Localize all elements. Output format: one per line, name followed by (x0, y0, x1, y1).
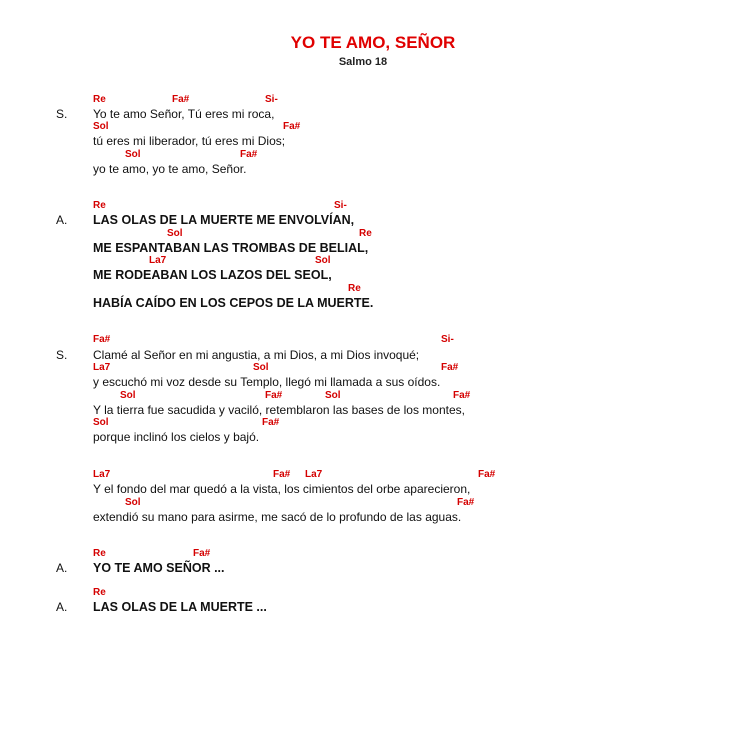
lyric-line: LAS OLAS DE LA MUERTE ... (93, 600, 267, 614)
chord: Fa# (478, 469, 496, 480)
chord: Re (93, 587, 106, 598)
chord: Fa# (193, 548, 211, 559)
chord: Fa# (457, 497, 475, 508)
chord: Sol (167, 228, 183, 239)
chord: Si- (334, 200, 347, 211)
song-subtitle: Salmo 18 (338, 56, 388, 68)
chord: Fa# (265, 390, 283, 401)
chord: Sol (325, 390, 341, 401)
lyric-line: Yo te amo Señor, Tú eres mi roca, (93, 107, 275, 121)
lyric-line: HABÍA CAÍDO EN LOS CEPOS DE LA MUERTE. (93, 296, 374, 310)
chord: Fa# (453, 390, 471, 401)
lyric-line: extendió su mano para asirme, me sacó de lo profundo de las aguas. (93, 510, 462, 524)
chord: Re (93, 200, 106, 211)
chord: Sol (125, 497, 141, 508)
chord: Fa# (262, 417, 280, 428)
chord: Si- (441, 334, 454, 345)
stanza-marker: A. (56, 213, 68, 227)
lyric-line: ME ESPANTABAN LAS TROMBAS DE BELIAL, (93, 241, 369, 255)
stanza-marker: S. (56, 107, 68, 121)
chord: Sol (253, 362, 269, 373)
chord: La7 (149, 255, 167, 266)
chord: Re (93, 548, 106, 559)
chord: Re (93, 94, 106, 105)
lyric-line: tú eres mi liberador, tú eres mi Dios; (93, 134, 286, 148)
lyric-line: ME RODEABAN LOS LAZOS DEL SEOL, (93, 268, 332, 282)
chord: Fa# (441, 362, 459, 373)
chord: Sol (93, 417, 109, 428)
chord: Fa# (283, 121, 301, 132)
lyric-line: LAS OLAS DE LA MUERTE ME ENVOLVÍAN, (93, 213, 355, 227)
chord: Re (359, 228, 372, 239)
stanza-marker: A. (56, 600, 68, 614)
chord: Sol (93, 121, 109, 132)
chord: Fa# (240, 149, 258, 160)
song-title: YO TE AMO, SEÑOR (290, 33, 456, 52)
chord: Si- (265, 94, 278, 105)
chord: Sol (120, 390, 136, 401)
chord: La7 (93, 469, 111, 480)
lyric-line: YO TE AMO SEÑOR ... (93, 561, 225, 575)
chord: La7 (305, 469, 323, 480)
chord: Fa# (93, 334, 111, 345)
lyric-line: Y la tierra fue sacudida y vaciló, retemblaron las bases de los montes, (93, 403, 465, 417)
lyric-line: yo te amo, yo te amo, Señor. (93, 162, 247, 176)
lyric-line: Y el fondo del mar quedó a la vista, los cimientos del orbe aparecieron, (93, 482, 471, 496)
chord: Sol (125, 149, 141, 160)
stanza-marker: S. (56, 348, 68, 362)
chord: La7 (93, 362, 111, 373)
chord: Fa# (273, 469, 291, 480)
chord: Fa# (172, 94, 190, 105)
chord: Sol (315, 255, 331, 266)
stanza-marker: A. (56, 561, 68, 575)
lyric-line: porque inclinó los cielos y bajó. (93, 430, 260, 444)
lyric-line: Clamé al Señor en mi angustia, a mi Dios, a mi Dios invoqué; (93, 348, 420, 362)
chord: Re (348, 283, 361, 294)
lyric-line: y escuchó mi voz desde su Templo, llegó mi llamada a sus oídos. (93, 375, 441, 389)
